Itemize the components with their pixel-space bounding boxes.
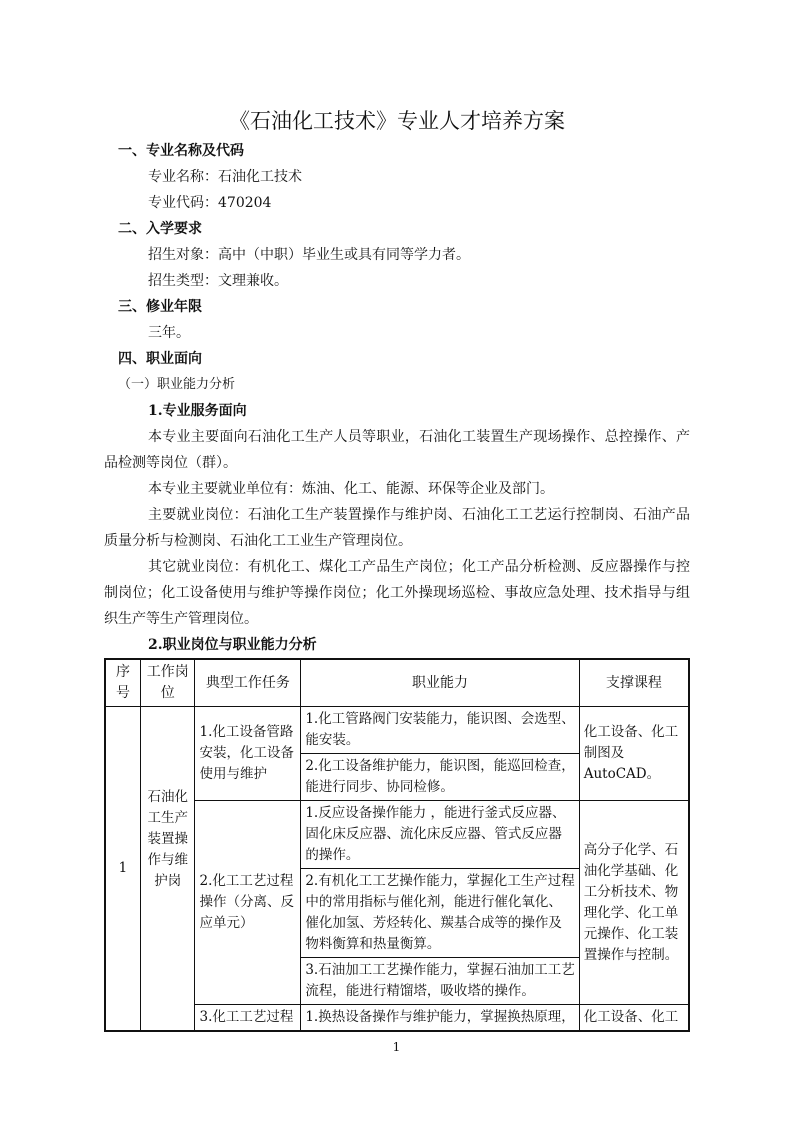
label: 招生类型： — [148, 273, 218, 289]
enroll-target — [104, 242, 690, 268]
table-header-row — [105, 659, 689, 707]
ability-cell: 1.化工管路阀门安装能力，能识图、会选型、能安装。 — [301, 707, 579, 754]
ability-cell: 3.石油加工工艺操作能力，掌握石油加工工艺流程，能进行精馏塔，吸收塔的操作。 — [301, 958, 579, 1005]
value: 石油化工技术 — [218, 169, 302, 185]
header-cell: 序号 — [105, 659, 140, 707]
page-number: 1 — [392, 1040, 401, 1054]
paragraph: 主要就业岗位：石油化工生产装置操作与维护岗、石油化工工艺运行控制岗、石油产品质量分析与检测岗、石油化工工业生产管理岗位。 — [104, 507, 690, 549]
table-row — [105, 707, 689, 754]
post-cell: 石油化工生产装置操作与维护岗 — [140, 707, 195, 1032]
value: 高中（中职）毕业生或具有同等学力者。 — [218, 247, 470, 263]
subsection-heading: （一）职业能力分析 — [118, 377, 236, 392]
major-name — [104, 164, 690, 190]
header-cell: 支撑课程 — [579, 659, 689, 707]
task-cell: 3.化工工艺过程 — [195, 1005, 301, 1032]
section-heading: 三、修业年限 — [118, 299, 202, 315]
ability-cell: 2.化工设备维护能力，能识图，能巡回检查，能进行同步、协同检修。 — [301, 754, 579, 801]
subsection-heading: 2.职业岗位与职业能力分析 — [148, 637, 317, 653]
subsection-heading: 1.专业服务面向 — [148, 403, 247, 419]
task-cell: 1.化工设备管路安装，化工设备使用与维护 — [195, 707, 301, 801]
row-number: 1 — [105, 707, 140, 1032]
value: 470204 — [218, 195, 272, 211]
major-code — [104, 190, 690, 216]
ability-cell: 1.换热设备操作与维护能力，掌握换热原理， — [301, 1005, 579, 1032]
document-page — [104, 104, 690, 1032]
ability-cell: 1.反应设备操作能力 ，能进行釜式反应器、固化床反应器、流化床反应器、管式反应器的操作。 — [301, 801, 579, 869]
course-cell: 化工设备、化工 — [579, 1005, 689, 1032]
study-years: 三年。 — [148, 325, 190, 341]
label: 专业名称： — [148, 169, 218, 185]
label: 招生对象： — [148, 247, 218, 263]
section-heading: 二、入学要求 — [118, 221, 202, 237]
header-cell: 典型工作任务 — [195, 659, 301, 707]
task-cell: 2.化工工艺过程操作（分离、反应单元） — [195, 801, 301, 1005]
value: 文理兼收。 — [218, 273, 288, 289]
header-cell: 工作岗位 — [140, 659, 195, 707]
section-heading: 四、职业面向 — [118, 351, 202, 367]
course-cell: 化工设备、化工制图及AutoCAD。 — [579, 707, 689, 801]
paragraph: 其它就业岗位：有机化工、煤化工产品生产岗位；化工产品分析检测、反应器操作与控制岗位；化工设备使用与维护等操作岗位；化工外操现场巡检、事故应急处理、技术指导与组织生产等生产管理岗位。 — [104, 559, 690, 627]
header-cell: 职业能力 — [301, 659, 579, 707]
document-title: 《石油化工技术》专业人才培养方案 — [229, 109, 565, 133]
paragraph: 本专业主要面向石油化工生产人员等职业，石油化工装置生产现场操作、总控操作、产品检测等岗位（群）。 — [104, 429, 690, 471]
enroll-type — [104, 268, 690, 294]
ability-cell: 2.有机化工工艺操作能力，掌握化工生产过程中的常用指标与催化剂，能进行催化氧化、催化加氢、芳烃转化、羰基合成等的操作及物料衡算和热量衡算。 — [301, 869, 579, 958]
label: 专业代码： — [148, 195, 218, 211]
section-heading: 一、专业名称及代码 — [118, 143, 244, 159]
ability-table — [104, 658, 690, 1032]
course-cell: 高分子化学、石油化学基础、化工分析技术、物理化学、化工单元操作、化工装置操作与控制。 — [579, 801, 689, 1005]
paragraph: 本专业主要就业单位有：炼油、化工、能源、环保等企业及部门。 — [148, 481, 554, 497]
